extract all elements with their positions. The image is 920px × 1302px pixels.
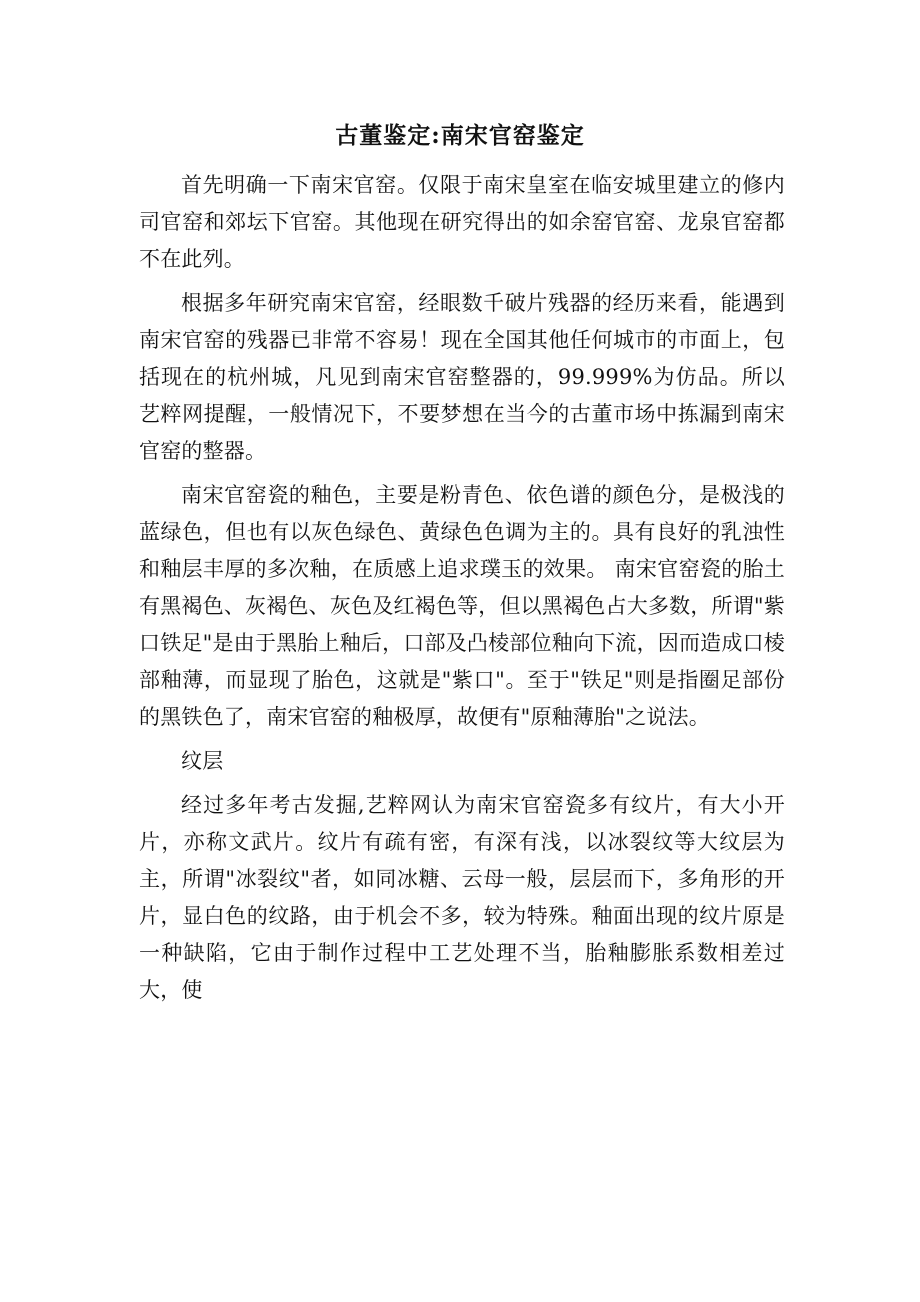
paragraph: 经过多年考古发掘,艺粹网认为南宋官窑瓷多有纹片，有大小开片，亦称文武片。纹片有疏有密，有深有浅，以冰裂纹等大纹层为主，所谓"冰裂纹"者，如同冰糖、云母一般，层层而下，多角形的开片，显白色的纹路，由于机会不多，较为特殊。釉面出现的纹片原是一种缺陷，它由于制作过程中工艺处理不当，胎釉膨胀系数相差过大，使 <box>139 793 785 1002</box>
paragraph: 首先明确一下南宋官窑。仅限于南宋皇室在临安城里建立的修内司官窑和郊坛下官窑。其他现在研究得出的如余窑官窑、龙泉官窑都不在此列。 <box>139 173 785 271</box>
document-title: 古董鉴定:南宋官窑鉴定 <box>335 122 585 149</box>
document-body <box>139 167 785 1016</box>
paragraph: 南宋官窑瓷的釉色，主要是粉青色、依色谱的颜色分，是极浅的蓝绿色，但也有以灰色绿色、黄绿色色调为主的。具有良好的乳浊性和釉层丰厚的多次釉，在质感上追求璞玉的效果。 南宋官窑瓷的胎土有黑褐色、灰褐色、灰色及红褐色等，但以黑褐色占大多数，所谓"紫口铁足"是由于黑胎上釉后，口部及凸棱部位釉向下流，因而造成口棱部釉薄，而显现了胎色，这就是"紫口"。至于"铁足"则是指圈足部份的黑铁色了，南宋官窑的釉极厚，故便有"原釉薄胎"之说法。 <box>139 483 785 729</box>
paragraph: 根据多年研究南宋官窑，经眼数千破片残器的经历来看，能遇到南宋官窑的残器已非常不容易！现在全国其他任何城市的市面上，包括现在的杭州城，凡见到南宋官窑整器的，99.999%为仿品。所以艺粹网提醒，一般情况下，不要梦想在当今的古董市场中拣漏到南宋官窑的整器。 <box>139 291 785 463</box>
section-heading: 纹层 <box>181 749 224 773</box>
